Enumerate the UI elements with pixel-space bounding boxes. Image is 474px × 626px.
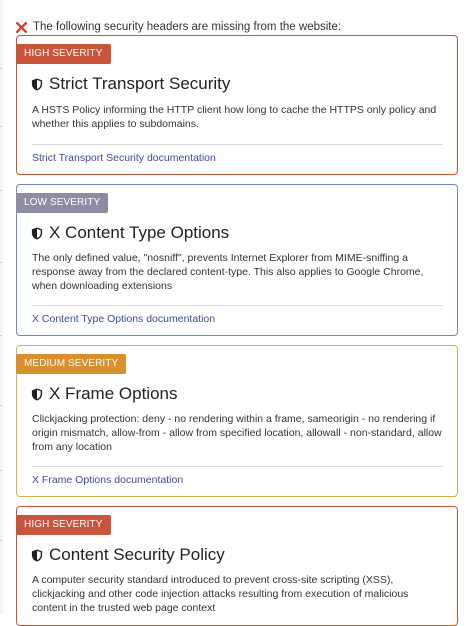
card-x-content-type-options (16, 184, 458, 336)
severity-badge: MEDIUM SEVERITY (16, 354, 126, 374)
card-description: A HSTS Policy informing the HTTP client how long to cache the HTTPS only policy and whether this applies to subdomains. (32, 104, 437, 130)
card-title (31, 384, 178, 404)
documentation-link[interactable]: X Content Type Options documentation (32, 313, 216, 325)
documentation-link[interactable]: X Frame Options documentation (32, 474, 184, 486)
card-x-frame-options (16, 345, 458, 497)
card-title-text: X Content Type Options (49, 223, 230, 242)
card-description: The only defined value, "nosniff", prevents Internet Explorer from MIME-sniffing a response away from the declared content-type. This also applies to Google Chrome, when downloading extensions (32, 252, 424, 292)
shield-icon (31, 549, 43, 562)
shield-icon (31, 388, 43, 401)
card-divider (32, 466, 443, 467)
severity-badge: HIGH SEVERITY (16, 44, 111, 64)
card-title-text: Content Security Policy (49, 545, 225, 564)
card-content-security-policy (16, 506, 458, 626)
shield-icon (31, 78, 43, 91)
card-title-text: X Frame Options (49, 384, 178, 403)
card-description: A computer security standard introduced to prevent cross-site scripting (XSS), clickjacking and other code injection attacks resulting from execution of malicious content in the trusted web page context (32, 574, 409, 614)
shield-icon (31, 227, 43, 240)
card-title (31, 74, 230, 94)
missing-headers-notice (15, 19, 341, 35)
card-title (31, 545, 225, 565)
notice-text: The following security headers are missing from the website: (33, 21, 342, 33)
card-title (31, 223, 229, 243)
card-title-text: Strict Transport Security (49, 74, 231, 93)
severity-badge: LOW SEVERITY (16, 193, 108, 213)
card-description: Clickjacking protection: deny - no rendering within a frame, sameorigin - no rendering if origin mismatch, allow-from - allow from specified location, allowall - non-standard, allow from any location (32, 413, 442, 453)
severity-badge: HIGH SEVERITY (16, 515, 111, 535)
documentation-link[interactable]: Strict Transport Security documentation (32, 152, 216, 164)
card-divider (32, 144, 443, 145)
close-icon (15, 21, 28, 34)
card-divider (32, 305, 443, 306)
left-scroll-edge (0, 0, 3, 614)
card-strict-transport-security (16, 35, 458, 175)
